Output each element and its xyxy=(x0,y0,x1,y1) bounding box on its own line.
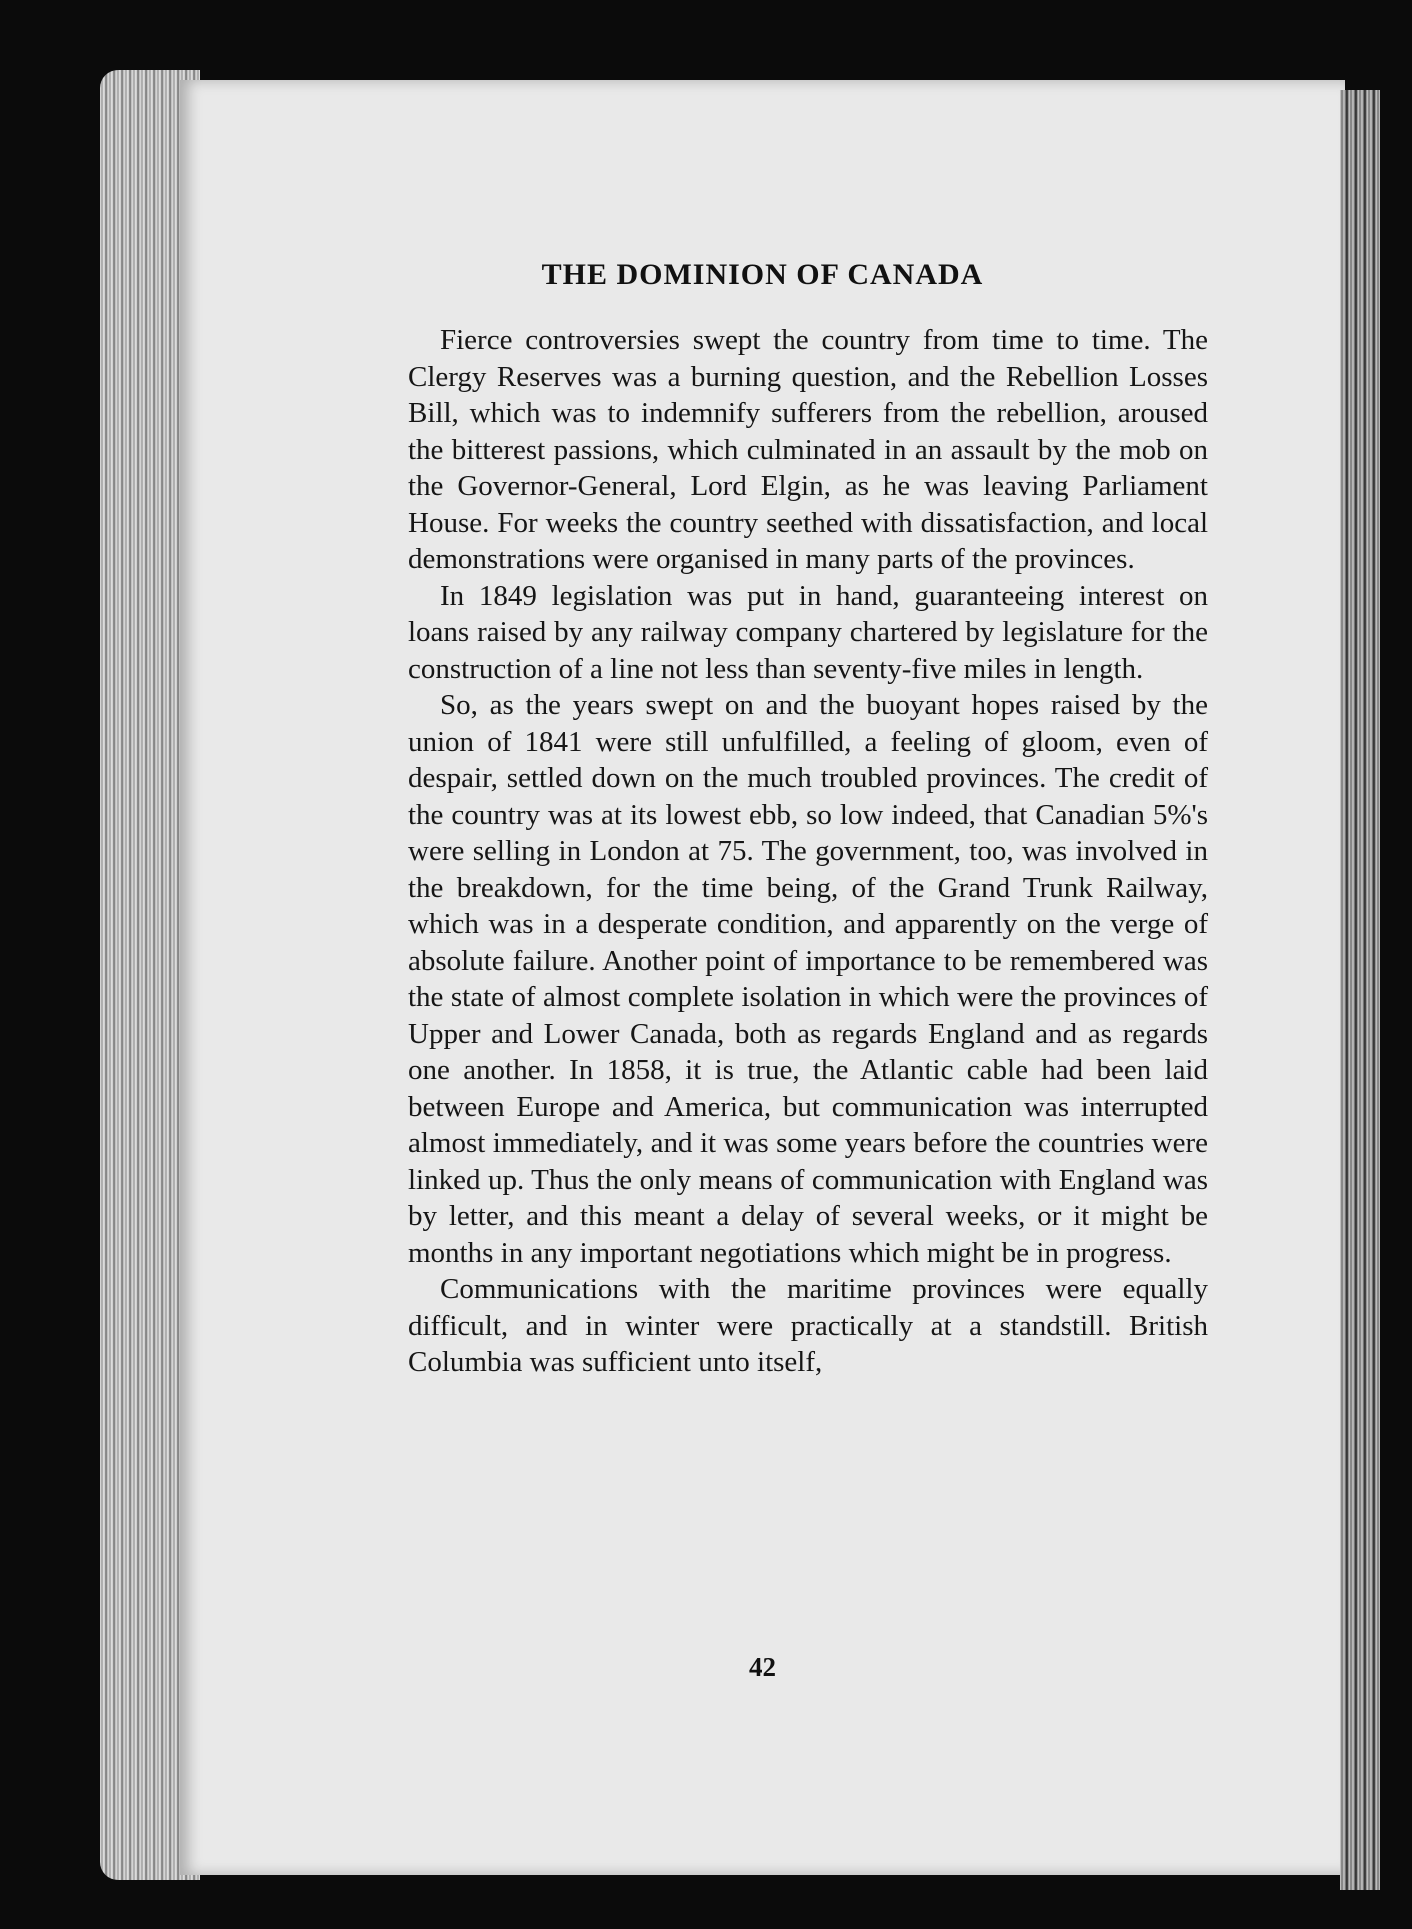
paragraph: So, as the years swept on and the buoyant hopes raised by the union of 1841 were still unfulfilled, a feeling of gloom, even of despair, settled down on the much troubled provinces. The credit of the country was at its lowest ebb, so low indeed, that Canadian 5%'s were selling in London at 75. The government, too, was involved in the breakdown, for the time being, of the Grand Trunk Railway, which was in a desperate condition, and apparently on the verge of absolute failure. Another point of importance to be remembered was the state of almost complete isolation in which were the provinces of Upper and Lower Canada, both as regards England and as regards one another. In 1858, it is true, the Atlantic cable had been laid between Europe and America, but communication was interrupted almost immediately, and it was some years before the countries were linked up. Thus the only means of communication with England was by letter, and this meant a delay of several weeks, or it might be months in any important negotiations which might be in progress. xyxy=(408,689,1208,1269)
running-head: THE DOMINION OF CANADA xyxy=(541,258,984,291)
paragraph: Fierce controversies swept the country from time to time. The Clergy Reserves was a burning question, and the Rebellion Losses Bill, which was to indemnify sufferers from the rebellion, aroused the bitterest passions, which culminated in an assault by the mob on the Governor-General, Lord Elgin, as he was leaving Parliament House. For weeks the country seethed with dissatisfaction, and local demonstrations were organised in many parts of the provinces. xyxy=(408,324,1208,575)
paragraph: In 1849 legislation was put in hand, guaranteeing interest on loans raised by any railway company chartered by legislature for the construction of a line not less than seventy-five miles in length. xyxy=(408,579,1208,685)
page-stack-right xyxy=(1340,90,1380,1890)
page-number: 42 xyxy=(749,1652,776,1682)
paragraph: Communications with the maritime provinces were equally difficult, and in winter were practically at a standstill. British Columbia was sufficient unto itself, xyxy=(408,1273,1208,1378)
body-text xyxy=(408,322,1208,1381)
